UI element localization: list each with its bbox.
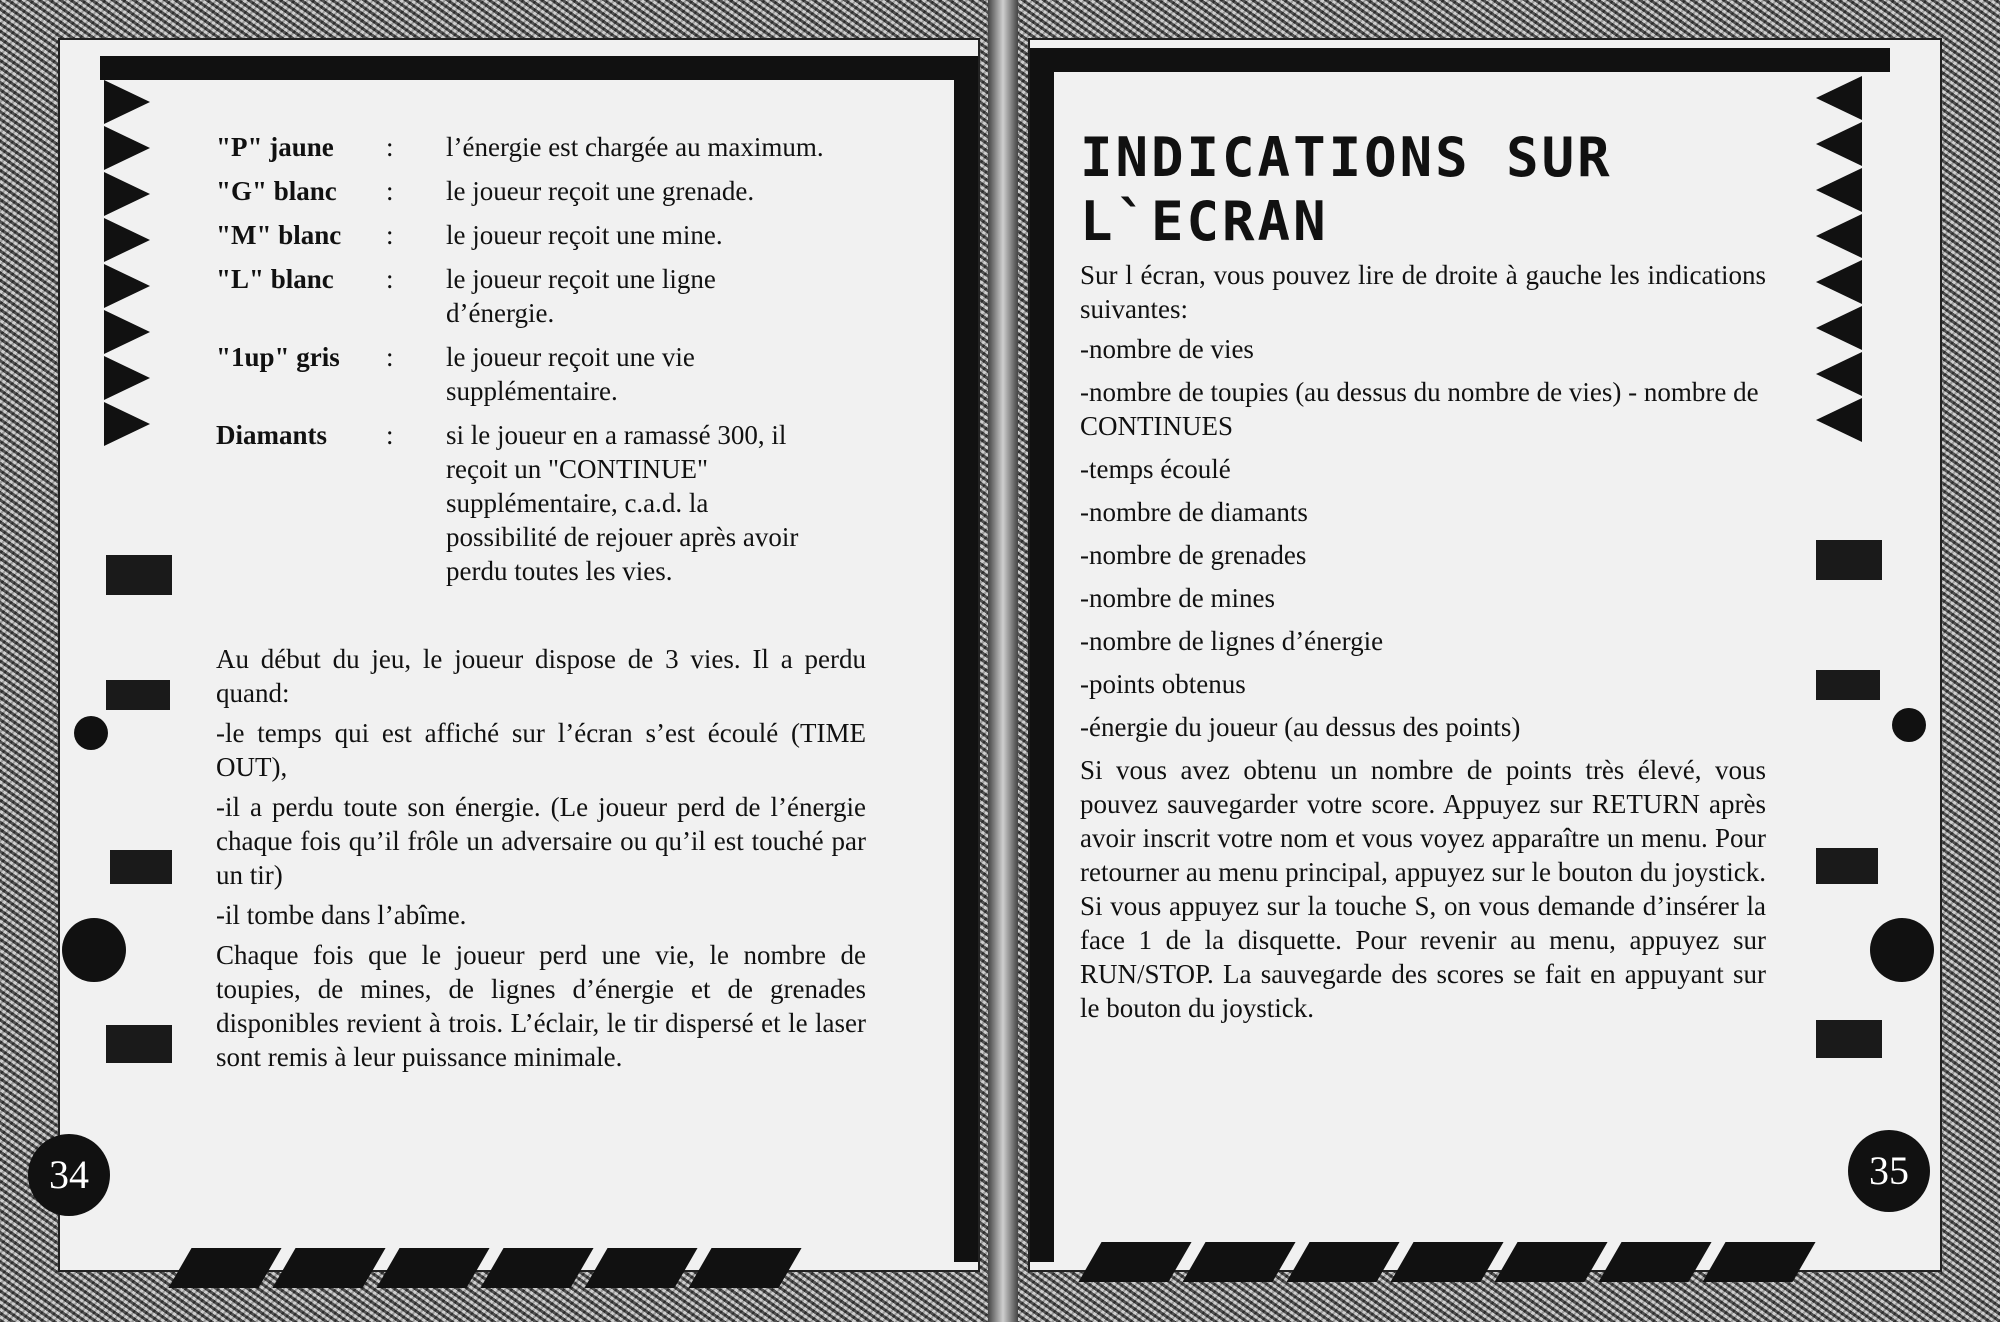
sawtooth-decoration [104,80,150,448]
bottom-decoration [180,1248,790,1288]
page-number: 35 [1848,1130,1930,1212]
list-item: -énergie du joueur (au dessus des points) [1080,712,1521,742]
definition-row: "P" jaune : l’énergie est chargée au maximum. [216,132,824,162]
list-item: -nombre de grenades [1080,540,1307,570]
indications-list [1080,332,1766,744]
block-decoration [1816,540,1882,580]
paragraph: -il tombe dans l’abîme. [216,900,467,930]
list-item: -temps écoulé [1080,454,1231,484]
list-item: -nombre de vies [1080,334,1254,364]
left-page [49,40,978,1270]
definition-row: "M" blanc : le joueur reçoit une mine. [216,220,723,250]
left-border [1030,48,1054,1262]
list-item: -points obtenus [1080,669,1246,699]
block-decoration [110,850,172,884]
section-title: INDICATIONS SUR L`ECRAN [1080,126,1613,253]
list-item: -nombre de diamants [1080,497,1308,527]
dot-decoration [1892,708,1926,742]
definition-row: "1up" gris : le joueur reçoit une vie supplémentaire. [216,342,695,406]
paragraph: -le temps qui est affiché sur l’écran s’est écoulé (TIME OUT), [216,718,866,782]
list-item: -nombre de toupies (au dessus du nombre de vies) - nombre de CONTINUES [1080,377,1759,441]
intro-paragraph: Sur l écran, vous pouvez lire de droite à gauche les indications suivantes: [1080,260,1766,324]
block-decoration [1816,1020,1882,1058]
top-border [100,56,968,80]
bonus-definitions [216,130,866,1080]
paragraph: Chaque fois que le joueur perd une vie, le nombre de toupies, de mines, de lignes d’énergie et de grenades disponibles revient à trois. L’éclair, le tir dispersé et le laser sont remis à leur puissance minimale. [216,940,866,1072]
block-decoration [106,680,170,710]
paragraph: Au début du jeu, le joueur dispose de 3 vies. Il a perdu quand: [216,644,866,708]
sawtooth-decoration [1816,76,1862,444]
block-decoration [106,1025,172,1063]
screen-indications [1080,258,1766,1031]
top-border [1030,48,1890,72]
dot-decoration [62,918,126,982]
page-number: 34 [28,1134,110,1216]
outro-paragraph: Si vous avez obtenu un nombre de points très élevé, vous pouvez sauvegarder votre score. Appuyez sur RETURN après avoir inscrit votre nom et vous voyez apparaître un menu. Pour retourner au menu principal, appuyez sur le bouton du joystick. Si vous appuyez sur la touche S, on vous demande d’insérer la face 1 de la disquette. Pour revenir au menu, appuyez sur RUN/STOP. La sauvegarde des scores se fait en appuyant sur le bouton du joystick. [1080,755,1766,1023]
definition-row: "G" blanc : le joueur reçoit une grenade. [216,176,755,206]
right-border [954,56,978,1262]
right-page [1030,40,1940,1270]
definition-row: "L" blanc : le joueur reçoit une ligne d’énergie. [216,264,716,328]
bottom-decoration [1090,1242,1804,1282]
block-decoration [1816,848,1878,884]
list-item: -nombre de mines [1080,583,1275,613]
paragraph: -il a perdu toute son énergie. (Le joueur perd de l’énergie chaque fois qu’il frôle un adversaire ou qu’il est touché par un tir) [216,792,866,890]
dot-decoration [74,716,108,750]
list-item: -nombre de lignes d’énergie [1080,626,1384,656]
dot-decoration [1870,918,1934,982]
block-decoration [106,555,172,595]
book-gutter [988,0,1018,1322]
block-decoration [1816,670,1880,700]
definition-row: Diamants : si le joueur en a ramassé 300, il reçoit un "CONTINUE" supplémentaire, c.a.d. la possibilité de rejouer après avoir perdu toutes les vies. [216,420,799,586]
